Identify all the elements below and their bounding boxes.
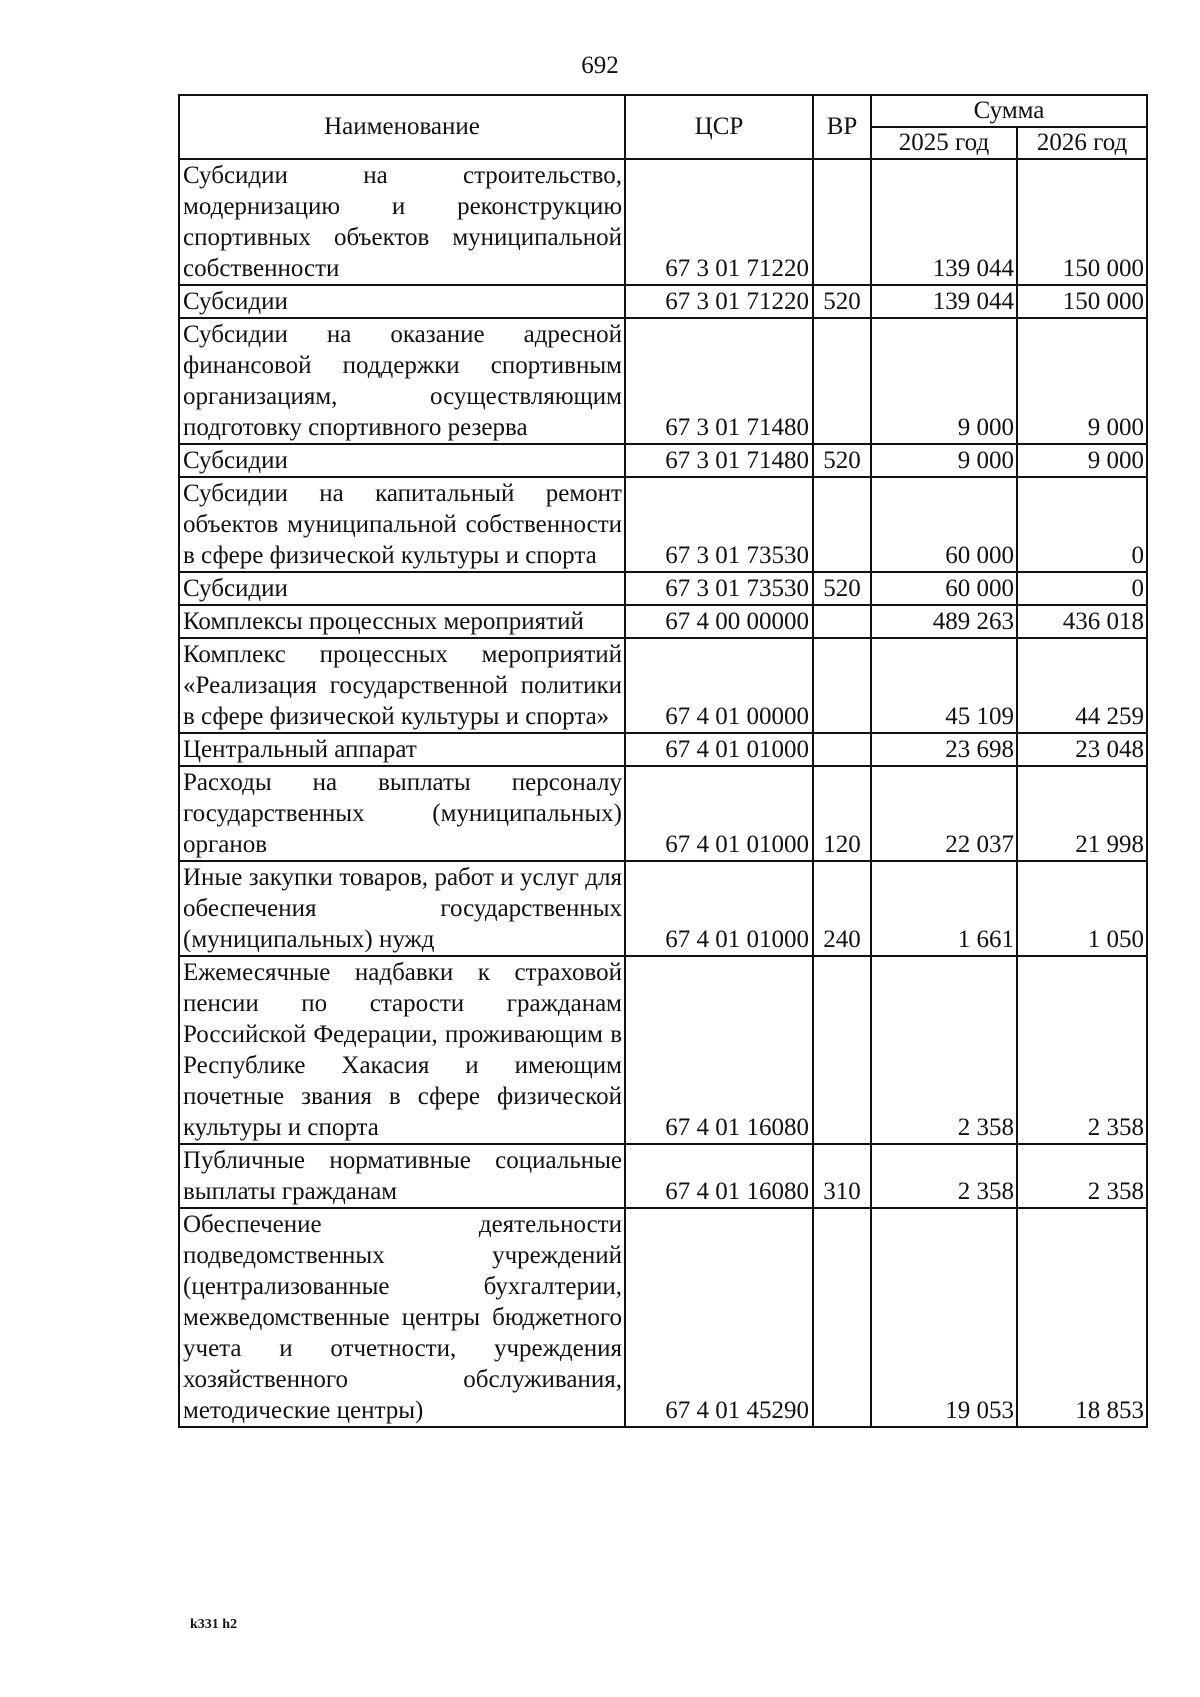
- row-vr: 520: [813, 572, 871, 605]
- header-name: Наименование: [179, 95, 625, 159]
- row-name: Центральный аппарат: [179, 733, 625, 766]
- row-2025: 22 037: [871, 766, 1017, 861]
- row-2026: 44 259: [1017, 638, 1147, 733]
- row-vr: [813, 477, 871, 572]
- table-row: [179, 318, 1147, 444]
- row-name: Расходы на выплаты персоналу государственных (муниципальных) органов: [179, 766, 625, 861]
- row-vr: 520: [813, 285, 871, 318]
- row-2025: 60 000: [871, 477, 1017, 572]
- row-2026: 9 000: [1017, 444, 1147, 477]
- table-row: [179, 733, 1147, 766]
- row-csr: 67 3 01 73530: [625, 572, 813, 605]
- row-name: Субсидии на капитальный ремонт объектов муниципальной собственности в сфере физической культуры и спорта: [179, 477, 625, 572]
- footer-code: k331 h2: [190, 1617, 238, 1632]
- row-2025: 60 000: [871, 572, 1017, 605]
- header-2025: 2025 год: [871, 127, 1017, 159]
- row-2026: 1 050: [1017, 861, 1147, 956]
- table-row: [179, 159, 1147, 285]
- header-csr: ЦСР: [625, 95, 813, 159]
- row-name: Субсидии: [179, 444, 625, 477]
- header-sum: Сумма: [871, 95, 1147, 127]
- table-row: [179, 638, 1147, 733]
- row-name: Субсидии на строительство, модернизацию и реконструкцию спортивных объектов муниципальной собственности: [179, 159, 625, 285]
- row-vr: [813, 159, 871, 285]
- row-vr: 310: [813, 1144, 871, 1208]
- row-vr: [813, 318, 871, 444]
- row-name: Ежемесячные надбавки к страховой пенсии по старости гражданам Российской Федерации, проживающим в Республике Хакасия и имеющим почетные звания в сфере физической культуры и спорта: [179, 956, 625, 1144]
- row-2025: 139 044: [871, 159, 1017, 285]
- row-name: Обеспечение деятельности подведомственных учреждений (централизованные бухгалтерии, межведомственные центры бюджетного учета и отчетности, учреждения хозяйственного обслуживания, методические центры): [179, 1208, 625, 1427]
- row-2026: 21 998: [1017, 766, 1147, 861]
- row-2025: 489 263: [871, 605, 1017, 638]
- row-csr: 67 3 01 71220: [625, 285, 813, 318]
- table-row: [179, 285, 1147, 318]
- row-2025: 23 698: [871, 733, 1017, 766]
- row-2025: 45 109: [871, 638, 1017, 733]
- row-2026: 150 000: [1017, 159, 1147, 285]
- row-vr: [813, 605, 871, 638]
- row-name: Субсидии на оказание адресной финансовой поддержки спортивным организациям, осуществляющим подготовку спортивного резерва: [179, 318, 625, 444]
- table-row: [179, 444, 1147, 477]
- row-2025: 9 000: [871, 318, 1017, 444]
- row-csr: 67 3 01 71480: [625, 318, 813, 444]
- budget-table: [178, 94, 1148, 1428]
- row-2026: 436 018: [1017, 605, 1147, 638]
- row-csr: 67 4 01 45290: [625, 1208, 813, 1427]
- row-2026: 18 853: [1017, 1208, 1147, 1427]
- row-2025: 9 000: [871, 444, 1017, 477]
- row-vr: 520: [813, 444, 871, 477]
- table-row: [179, 605, 1147, 638]
- header-2026: 2026 год: [1017, 127, 1147, 159]
- table-row: [179, 1208, 1147, 1427]
- row-2025: 1 661: [871, 861, 1017, 956]
- row-csr: 67 3 01 71220: [625, 159, 813, 285]
- row-2026: 23 048: [1017, 733, 1147, 766]
- row-name: Комплексы процессных мероприятий: [179, 605, 625, 638]
- row-name: Публичные нормативные социальные выплаты гражданам: [179, 1144, 625, 1208]
- row-csr: 67 4 01 16080: [625, 956, 813, 1144]
- row-csr: 67 3 01 71480: [625, 444, 813, 477]
- row-name: Иные закупки товаров, работ и услуг для обеспечения государственных (муниципальных) нужд: [179, 861, 625, 956]
- row-2025: 2 358: [871, 1144, 1017, 1208]
- header-row: [179, 95, 1147, 127]
- row-2025: 19 053: [871, 1208, 1017, 1427]
- row-2026: 0: [1017, 572, 1147, 605]
- row-csr: 67 3 01 73530: [625, 477, 813, 572]
- table-row: [179, 861, 1147, 956]
- row-2026: 2 358: [1017, 1144, 1147, 1208]
- row-csr: 67 4 01 00000: [625, 638, 813, 733]
- row-vr: [813, 956, 871, 1144]
- row-vr: [813, 733, 871, 766]
- row-csr: 67 4 01 01000: [625, 733, 813, 766]
- row-csr: 67 4 01 16080: [625, 1144, 813, 1208]
- row-csr: 67 4 00 00000: [625, 605, 813, 638]
- row-name: Комплекс процессных мероприятий «Реализация государственной политики в сфере физической культуры и спорта»: [179, 638, 625, 733]
- row-vr: [813, 638, 871, 733]
- table-row: [179, 766, 1147, 861]
- row-name: Субсидии: [179, 572, 625, 605]
- row-2026: 2 358: [1017, 956, 1147, 1144]
- row-csr: 67 4 01 01000: [625, 861, 813, 956]
- row-2026: 150 000: [1017, 285, 1147, 318]
- row-name: Субсидии: [179, 285, 625, 318]
- table-row: [179, 1144, 1147, 1208]
- table-body: [179, 159, 1147, 1427]
- row-2025: 139 044: [871, 285, 1017, 318]
- row-2026: 0: [1017, 477, 1147, 572]
- row-vr: [813, 1208, 871, 1427]
- header-vr: ВР: [813, 95, 871, 159]
- row-2025: 2 358: [871, 956, 1017, 1144]
- row-vr: 120: [813, 766, 871, 861]
- row-vr: 240: [813, 861, 871, 956]
- row-2026: 9 000: [1017, 318, 1147, 444]
- page-number: 692: [581, 52, 619, 79]
- table-row: [179, 956, 1147, 1144]
- table-row: [179, 477, 1147, 572]
- table-row: [179, 572, 1147, 605]
- row-csr: 67 4 01 01000: [625, 766, 813, 861]
